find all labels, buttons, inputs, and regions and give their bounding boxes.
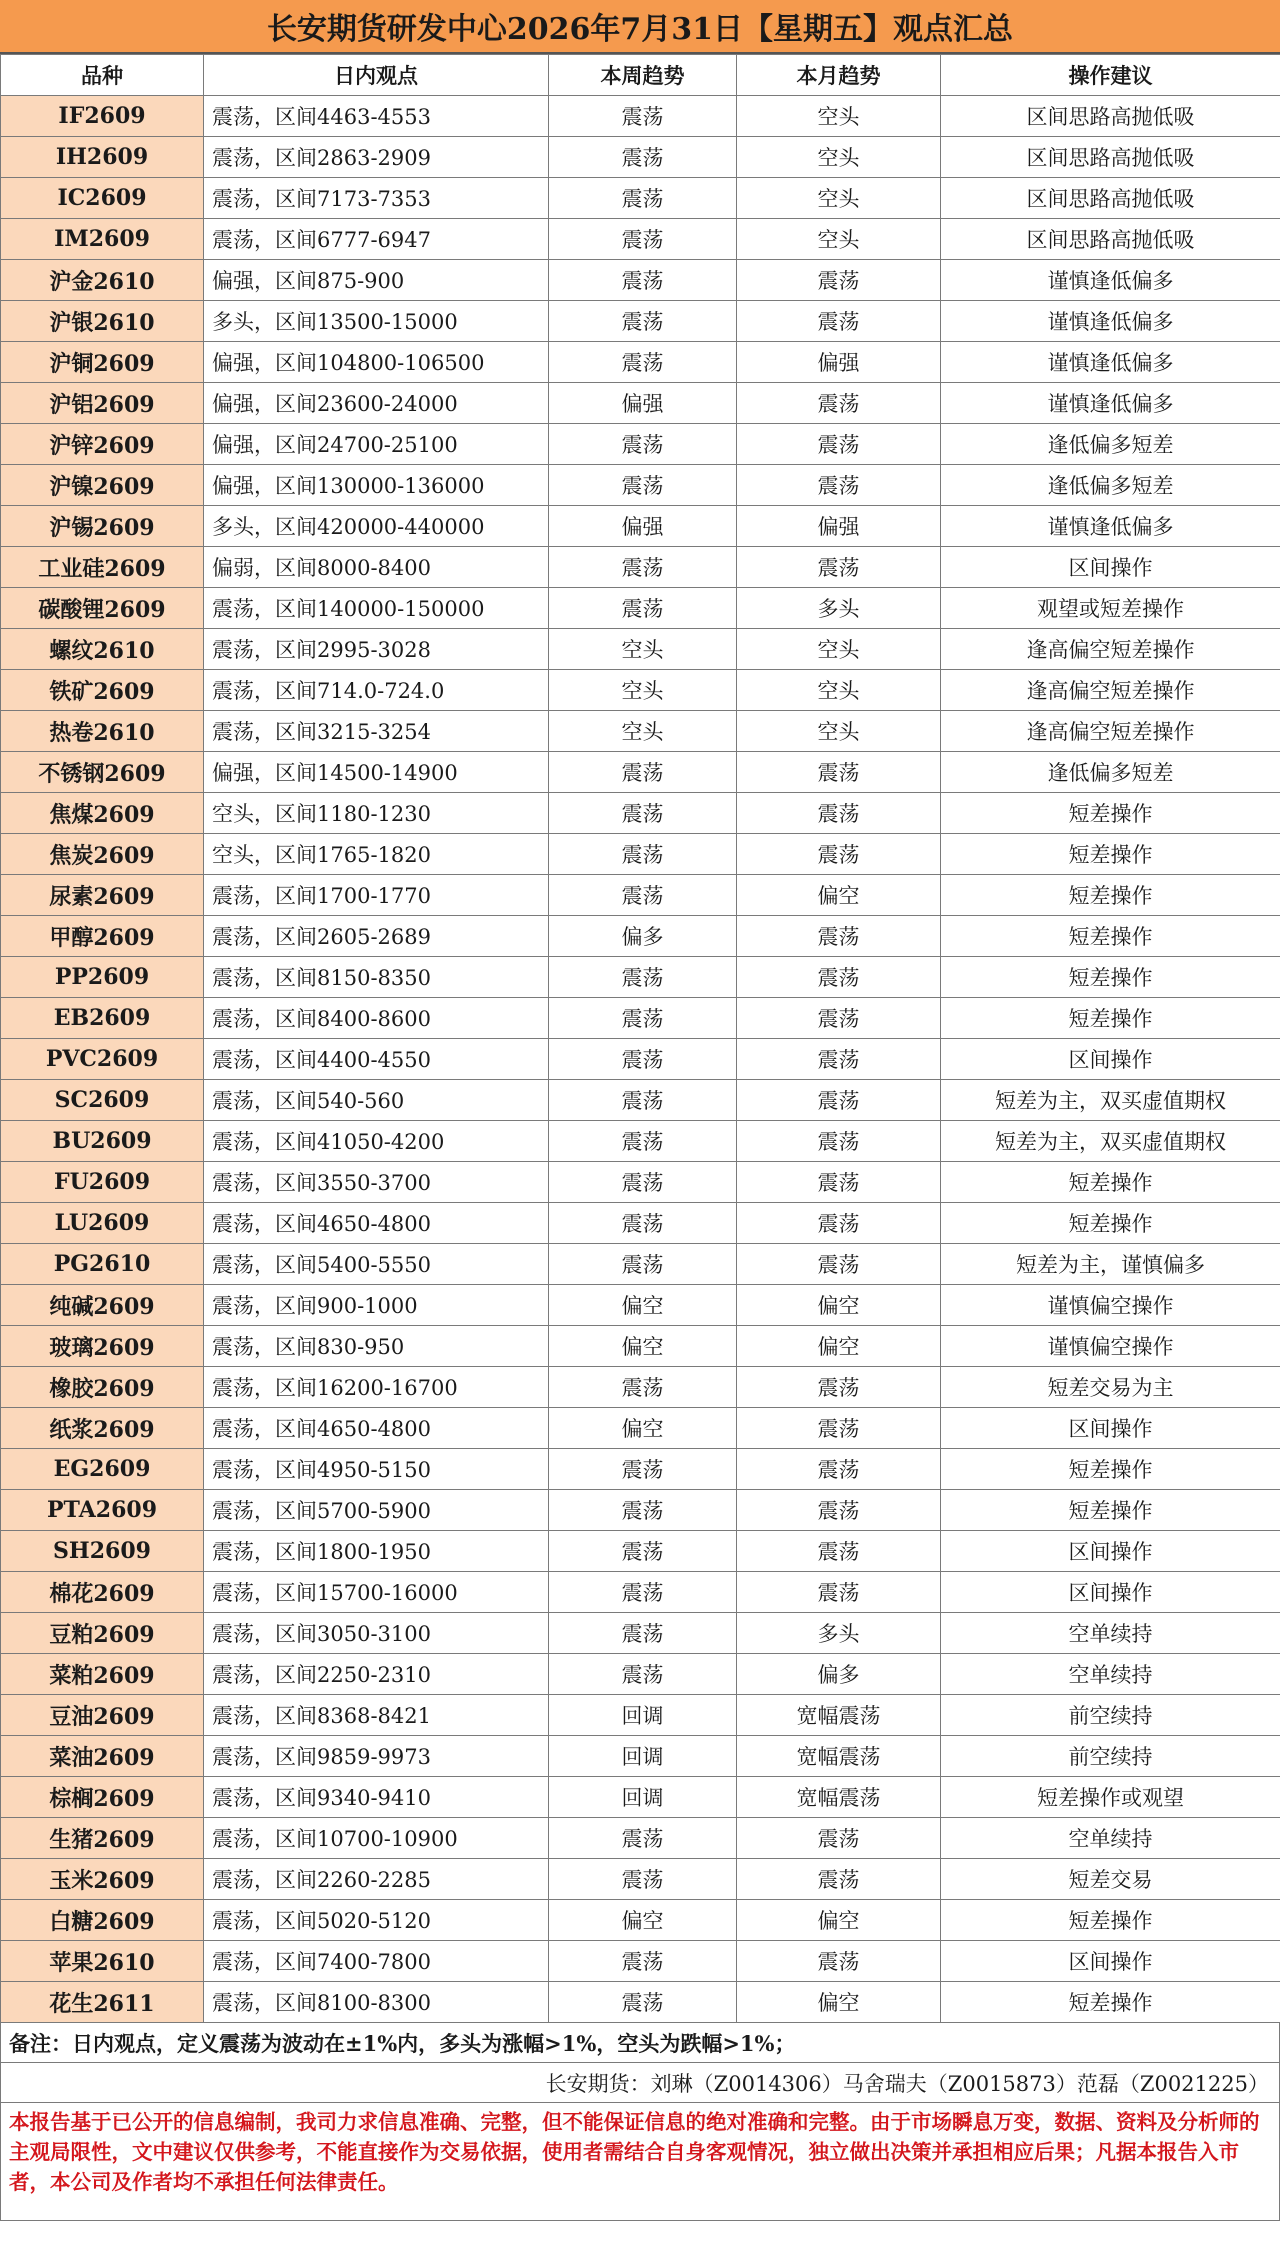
advice-cell: 谨慎逢低偏多 [941,342,1280,383]
variety-cell: 尿素2609 [1,875,204,916]
table-row [1,1531,1280,1572]
variety-cell: 沪铝2609 [1,383,204,424]
variety-cell: IF2609 [1,96,204,137]
monthly-trend-cell: 震荡 [737,752,941,793]
variety-cell: 沪锡2609 [1,506,204,547]
advice-cell: 空单续持 [941,1818,1280,1859]
table-row [1,711,1280,752]
table-row [1,342,1280,383]
table-row [1,383,1280,424]
weekly-trend-cell: 震荡 [549,219,737,260]
variety-cell: 焦煤2609 [1,793,204,834]
weekly-trend-cell: 震荡 [549,301,737,342]
variety-cell: 螺纹2610 [1,629,204,670]
variety-cell: IC2609 [1,178,204,219]
table-row [1,629,1280,670]
weekly-trend-cell: 震荡 [549,1162,737,1203]
variety-cell: 碳酸锂2609 [1,588,204,629]
variety-cell: 豆粕2609 [1,1613,204,1654]
variety-cell: 纯碱2609 [1,1285,204,1326]
table-row [1,1285,1280,1326]
variety-cell: 生猪2609 [1,1818,204,1859]
intraday-view-cell: 震荡，区间830-950 [204,1326,549,1367]
intraday-view-cell: 震荡，区间7173-7353 [204,178,549,219]
weekly-trend-cell: 震荡 [549,834,737,875]
table-row [1,178,1280,219]
weekly-trend-cell: 震荡 [549,547,737,588]
report-title: 长安期货研发中心2026年7月31日【星期五】观点汇总 [0,0,1280,54]
intraday-view-cell: 震荡，区间2250-2310 [204,1654,549,1695]
weekly-trend-cell: 震荡 [549,178,737,219]
weekly-trend-cell: 震荡 [549,260,737,301]
weekly-trend-cell: 偏空 [549,1900,737,1941]
intraday-view-cell: 震荡，区间8368-8421 [204,1695,549,1736]
weekly-trend-cell: 震荡 [549,1982,737,2023]
intraday-view-cell: 震荡，区间1700-1770 [204,875,549,916]
variety-cell: 豆油2609 [1,1695,204,1736]
variety-cell: 沪锌2609 [1,424,204,465]
table-row [1,1982,1280,2023]
intraday-view-cell: 偏强，区间23600-24000 [204,383,549,424]
weekly-trend-cell: 回调 [549,1736,737,1777]
intraday-view-cell: 震荡，区间16200-16700 [204,1367,549,1408]
intraday-view-cell: 震荡，区间2863-2909 [204,137,549,178]
weekly-trend-cell: 震荡 [549,96,737,137]
variety-cell: EB2609 [1,998,204,1039]
advice-cell: 谨慎逢低偏多 [941,260,1280,301]
monthly-trend-cell: 空头 [737,629,941,670]
advice-cell: 短差操作或观望 [941,1777,1280,1818]
variety-cell: 苹果2610 [1,1941,204,1982]
advice-cell: 短差为主，谨慎偏多 [941,1244,1280,1285]
intraday-view-cell: 震荡，区间140000-150000 [204,588,549,629]
intraday-view-cell: 震荡，区间8150-8350 [204,957,549,998]
variety-cell: PP2609 [1,957,204,998]
weekly-trend-cell: 空头 [549,629,737,670]
weekly-trend-cell: 回调 [549,1777,737,1818]
weekly-trend-cell: 震荡 [549,1490,737,1531]
variety-cell: SH2609 [1,1531,204,1572]
advice-cell: 短差操作 [941,875,1280,916]
variety-cell: PVC2609 [1,1039,204,1080]
monthly-trend-cell: 震荡 [737,301,941,342]
advice-cell: 短差操作 [941,1490,1280,1531]
monthly-trend-cell: 空头 [737,178,941,219]
variety-cell: 焦炭2609 [1,834,204,875]
header-variety: 品种 [1,55,204,96]
weekly-trend-cell: 偏强 [549,383,737,424]
weekly-trend-cell: 震荡 [549,1818,737,1859]
variety-cell: 白糖2609 [1,1900,204,1941]
advice-cell: 区间操作 [941,547,1280,588]
variety-cell: SC2609 [1,1080,204,1121]
monthly-trend-cell: 震荡 [737,1367,941,1408]
table-row [1,957,1280,998]
footnote: 备注：日内观点，定义震荡为波动在±1%内，多头为涨幅>1%，空头为跌幅>1%； [0,2023,1280,2063]
monthly-trend-cell: 偏空 [737,1326,941,1367]
monthly-trend-cell: 偏空 [737,1982,941,2023]
intraday-view-cell: 多头，区间420000-440000 [204,506,549,547]
variety-cell: 菜油2609 [1,1736,204,1777]
monthly-trend-cell: 震荡 [737,1941,941,1982]
intraday-view-cell: 偏弱，区间8000-8400 [204,547,549,588]
weekly-trend-cell: 震荡 [549,1654,737,1695]
intraday-view-cell: 震荡，区间6777-6947 [204,219,549,260]
monthly-trend-cell: 空头 [737,670,941,711]
table-row [1,1326,1280,1367]
weekly-trend-cell: 震荡 [549,1121,737,1162]
monthly-trend-cell: 震荡 [737,1818,941,1859]
weekly-trend-cell: 震荡 [549,1367,737,1408]
intraday-view-cell: 偏强，区间24700-25100 [204,424,549,465]
variety-cell: 甲醇2609 [1,916,204,957]
weekly-trend-cell: 震荡 [549,1531,737,1572]
table-row [1,670,1280,711]
advice-cell: 区间思路高抛低吸 [941,219,1280,260]
weekly-trend-cell: 震荡 [549,1572,737,1613]
monthly-trend-cell: 偏强 [737,342,941,383]
authors-line: 长安期货：刘琳（Z0014306）马舍瑞夫（Z0015873）范磊（Z0021225） [0,2063,1280,2103]
weekly-trend-cell: 偏空 [549,1285,737,1326]
variety-cell: 棕榈2609 [1,1777,204,1818]
monthly-trend-cell: 偏空 [737,1900,941,1941]
table-row [1,465,1280,506]
table-row [1,1490,1280,1531]
monthly-trend-cell: 震荡 [737,957,941,998]
table-row [1,1695,1280,1736]
table-row [1,1777,1280,1818]
monthly-trend-cell: 空头 [737,711,941,752]
table-row [1,1941,1280,1982]
table-row [1,301,1280,342]
advice-cell: 区间操作 [941,1408,1280,1449]
advice-cell: 空单续持 [941,1654,1280,1695]
advice-cell: 逢低偏多短差 [941,424,1280,465]
advice-cell: 谨慎逢低偏多 [941,301,1280,342]
table-row [1,1900,1280,1941]
header-monthly-trend: 本月趋势 [737,55,941,96]
advice-cell: 逢低偏多短差 [941,752,1280,793]
intraday-view-cell: 震荡，区间3215-3254 [204,711,549,752]
intraday-view-cell: 偏强，区间130000-136000 [204,465,549,506]
intraday-view-cell: 震荡，区间2260-2285 [204,1859,549,1900]
variety-cell: 棉花2609 [1,1572,204,1613]
variety-cell: 纸浆2609 [1,1408,204,1449]
advice-cell: 观望或短差操作 [941,588,1280,629]
monthly-trend-cell: 震荡 [737,1244,941,1285]
variety-cell: 橡胶2609 [1,1367,204,1408]
intraday-view-cell: 偏强，区间104800-106500 [204,342,549,383]
intraday-view-cell: 震荡，区间4650-4800 [204,1203,549,1244]
advice-cell: 区间操作 [941,1572,1280,1613]
advice-cell: 区间操作 [941,1531,1280,1572]
monthly-trend-cell: 多头 [737,1613,941,1654]
advice-cell: 短差交易 [941,1859,1280,1900]
weekly-trend-cell: 震荡 [549,1203,737,1244]
monthly-trend-cell: 震荡 [737,1080,941,1121]
table-row [1,1859,1280,1900]
advice-cell: 谨慎偏空操作 [941,1285,1280,1326]
advice-cell: 区间操作 [941,1039,1280,1080]
table-row [1,834,1280,875]
table-row [1,1613,1280,1654]
weekly-trend-cell: 震荡 [549,1613,737,1654]
monthly-trend-cell: 震荡 [737,1490,941,1531]
weekly-trend-cell: 偏空 [549,1408,737,1449]
variety-cell: 玻璃2609 [1,1326,204,1367]
table-row [1,1449,1280,1490]
advice-cell: 逢高偏空短差操作 [941,711,1280,752]
intraday-view-cell: 震荡，区间900-1000 [204,1285,549,1326]
variety-cell: 工业硅2609 [1,547,204,588]
monthly-trend-cell: 震荡 [737,260,941,301]
table-row [1,1121,1280,1162]
intraday-view-cell: 震荡，区间10700-10900 [204,1818,549,1859]
intraday-view-cell: 震荡，区间4463-4553 [204,96,549,137]
weekly-trend-cell: 震荡 [549,424,737,465]
table-row [1,260,1280,301]
table-row [1,219,1280,260]
variety-cell: BU2609 [1,1121,204,1162]
advice-cell: 短差交易为主 [941,1367,1280,1408]
intraday-view-cell: 震荡，区间1800-1950 [204,1531,549,1572]
variety-cell: 菜粕2609 [1,1654,204,1695]
monthly-trend-cell: 震荡 [737,383,941,424]
variety-cell: 花生2611 [1,1982,204,2023]
weekly-trend-cell: 偏强 [549,506,737,547]
intraday-view-cell: 震荡，区间4950-5150 [204,1449,549,1490]
advice-cell: 区间思路高抛低吸 [941,96,1280,137]
monthly-trend-cell: 震荡 [737,1162,941,1203]
advice-cell: 短差操作 [941,957,1280,998]
intraday-view-cell: 空头，区间1180-1230 [204,793,549,834]
header-weekly-trend: 本周趋势 [549,55,737,96]
intraday-view-cell: 震荡，区间5400-5550 [204,1244,549,1285]
advice-cell: 短差操作 [941,1449,1280,1490]
table-row [1,506,1280,547]
intraday-view-cell: 震荡，区间9340-9410 [204,1777,549,1818]
monthly-trend-cell: 震荡 [737,547,941,588]
weekly-trend-cell: 空头 [549,670,737,711]
intraday-view-cell: 偏强，区间875-900 [204,260,549,301]
table-row [1,916,1280,957]
advice-cell: 逢低偏多短差 [941,465,1280,506]
intraday-view-cell: 震荡，区间3550-3700 [204,1162,549,1203]
table-row [1,137,1280,178]
advice-cell: 短差操作 [941,1982,1280,2023]
weekly-trend-cell: 震荡 [549,137,737,178]
intraday-view-cell: 震荡，区间2605-2689 [204,916,549,957]
table-row [1,1203,1280,1244]
variety-cell: 沪银2610 [1,301,204,342]
advice-cell: 短差操作 [941,1203,1280,1244]
table-row [1,1408,1280,1449]
intraday-view-cell: 震荡，区间540-560 [204,1080,549,1121]
weekly-trend-cell: 回调 [549,1695,737,1736]
monthly-trend-cell: 多头 [737,588,941,629]
table-row [1,1080,1280,1121]
weekly-trend-cell: 偏空 [549,1326,737,1367]
intraday-view-cell: 震荡，区间8400-8600 [204,998,549,1039]
table-row [1,998,1280,1039]
views-table [0,54,1280,2023]
monthly-trend-cell: 偏强 [737,506,941,547]
monthly-trend-cell: 震荡 [737,1531,941,1572]
advice-cell: 短差操作 [941,1900,1280,1941]
intraday-view-cell: 震荡，区间41050-4200 [204,1121,549,1162]
header-intraday: 日内观点 [204,55,549,96]
table-row [1,793,1280,834]
variety-cell: 沪铜2609 [1,342,204,383]
monthly-trend-cell: 宽幅震荡 [737,1695,941,1736]
advice-cell: 短差为主，双买虚值期权 [941,1080,1280,1121]
variety-cell: 铁矿2609 [1,670,204,711]
weekly-trend-cell: 震荡 [549,1449,737,1490]
weekly-trend-cell: 震荡 [549,1859,737,1900]
weekly-trend-cell: 震荡 [549,588,737,629]
advice-cell: 谨慎偏空操作 [941,1326,1280,1367]
intraday-view-cell: 震荡，区间5700-5900 [204,1490,549,1531]
table-row [1,424,1280,465]
table-row [1,1572,1280,1613]
intraday-view-cell: 偏强，区间14500-14900 [204,752,549,793]
advice-cell: 区间操作 [941,1941,1280,1982]
intraday-view-cell: 震荡，区间7400-7800 [204,1941,549,1982]
table-row [1,1736,1280,1777]
intraday-view-cell: 震荡，区间2995-3028 [204,629,549,670]
advice-cell: 短差操作 [941,1162,1280,1203]
intraday-view-cell: 震荡，区间5020-5120 [204,1900,549,1941]
table-row [1,547,1280,588]
intraday-view-cell: 震荡，区间3050-3100 [204,1613,549,1654]
variety-cell: 不锈钢2609 [1,752,204,793]
intraday-view-cell: 多头，区间13500-15000 [204,301,549,342]
intraday-view-cell: 震荡，区间714.0-724.0 [204,670,549,711]
monthly-trend-cell: 震荡 [737,998,941,1039]
weekly-trend-cell: 震荡 [549,1039,737,1080]
variety-cell: 热卷2610 [1,711,204,752]
advice-cell: 空单续持 [941,1613,1280,1654]
weekly-trend-cell: 震荡 [549,1080,737,1121]
variety-cell: FU2609 [1,1162,204,1203]
monthly-trend-cell: 偏空 [737,1285,941,1326]
intraday-view-cell: 震荡，区间4650-4800 [204,1408,549,1449]
advice-cell: 短差为主，双买虚值期权 [941,1121,1280,1162]
header-advice: 操作建议 [941,55,1280,96]
variety-cell: 沪金2610 [1,260,204,301]
advice-cell: 短差操作 [941,916,1280,957]
header-row [1,55,1280,96]
monthly-trend-cell: 空头 [737,137,941,178]
monthly-trend-cell: 震荡 [737,1449,941,1490]
weekly-trend-cell: 震荡 [549,793,737,834]
variety-cell: IM2609 [1,219,204,260]
monthly-trend-cell: 震荡 [737,1572,941,1613]
advice-cell: 区间思路高抛低吸 [941,178,1280,219]
monthly-trend-cell: 空头 [737,219,941,260]
intraday-view-cell: 震荡，区间15700-16000 [204,1572,549,1613]
monthly-trend-cell: 偏多 [737,1654,941,1695]
weekly-trend-cell: 震荡 [549,1244,737,1285]
monthly-trend-cell: 宽幅震荡 [737,1777,941,1818]
variety-cell: EG2609 [1,1449,204,1490]
weekly-trend-cell: 震荡 [549,998,737,1039]
monthly-trend-cell: 震荡 [737,465,941,506]
table-row [1,96,1280,137]
monthly-trend-cell: 震荡 [737,834,941,875]
weekly-trend-cell: 震荡 [549,957,737,998]
weekly-trend-cell: 震荡 [549,342,737,383]
advice-cell: 前空续持 [941,1695,1280,1736]
monthly-trend-cell: 震荡 [737,1121,941,1162]
advice-cell: 谨慎逢低偏多 [941,383,1280,424]
table-row [1,1654,1280,1695]
monthly-trend-cell: 震荡 [737,916,941,957]
monthly-trend-cell: 震荡 [737,1859,941,1900]
variety-cell: PG2610 [1,1244,204,1285]
monthly-trend-cell: 震荡 [737,424,941,465]
weekly-trend-cell: 震荡 [549,465,737,506]
advice-cell: 谨慎逢低偏多 [941,506,1280,547]
variety-cell: 玉米2609 [1,1859,204,1900]
table-row [1,1162,1280,1203]
monthly-trend-cell: 空头 [737,96,941,137]
monthly-trend-cell: 震荡 [737,793,941,834]
advice-cell: 前空续持 [941,1736,1280,1777]
advice-cell: 短差操作 [941,834,1280,875]
table-row [1,752,1280,793]
variety-cell: PTA2609 [1,1490,204,1531]
variety-cell: 沪镍2609 [1,465,204,506]
intraday-view-cell: 震荡，区间8100-8300 [204,1982,549,2023]
intraday-view-cell: 震荡，区间4400-4550 [204,1039,549,1080]
variety-cell: LU2609 [1,1203,204,1244]
monthly-trend-cell: 宽幅震荡 [737,1736,941,1777]
weekly-trend-cell: 偏多 [549,916,737,957]
table-row [1,1818,1280,1859]
variety-cell: IH2609 [1,137,204,178]
weekly-trend-cell: 震荡 [549,875,737,916]
weekly-trend-cell: 震荡 [549,1941,737,1982]
monthly-trend-cell: 震荡 [737,1039,941,1080]
monthly-trend-cell: 震荡 [737,1408,941,1449]
intraday-view-cell: 震荡，区间9859-9973 [204,1736,549,1777]
advice-cell: 区间思路高抛低吸 [941,137,1280,178]
disclaimer: 本报告基于已公开的信息编制，我司力求信息准确、完整，但不能保证信息的绝对准确和完整。由于市场瞬息万变，数据、资料及分析师的主观局限性，文中建议仅供参考，不能直接作为交易依据，使用者需结合自身客观情况，独立做出决策并承担相应后果；凡据本报告入市者，本公司及作者均不承担任何法律责任。 [0,2103,1280,2221]
advice-cell: 短差操作 [941,793,1280,834]
monthly-trend-cell: 震荡 [737,1203,941,1244]
weekly-trend-cell: 空头 [549,711,737,752]
advice-cell: 逢高偏空短差操作 [941,629,1280,670]
intraday-view-cell: 空头，区间1765-1820 [204,834,549,875]
table-row [1,875,1280,916]
table-row [1,1039,1280,1080]
table-row [1,1244,1280,1285]
advice-cell: 逢高偏空短差操作 [941,670,1280,711]
weekly-trend-cell: 震荡 [549,752,737,793]
table-row [1,1367,1280,1408]
table-row [1,588,1280,629]
table-body [1,96,1280,2023]
advice-cell: 短差操作 [941,998,1280,1039]
monthly-trend-cell: 偏空 [737,875,941,916]
